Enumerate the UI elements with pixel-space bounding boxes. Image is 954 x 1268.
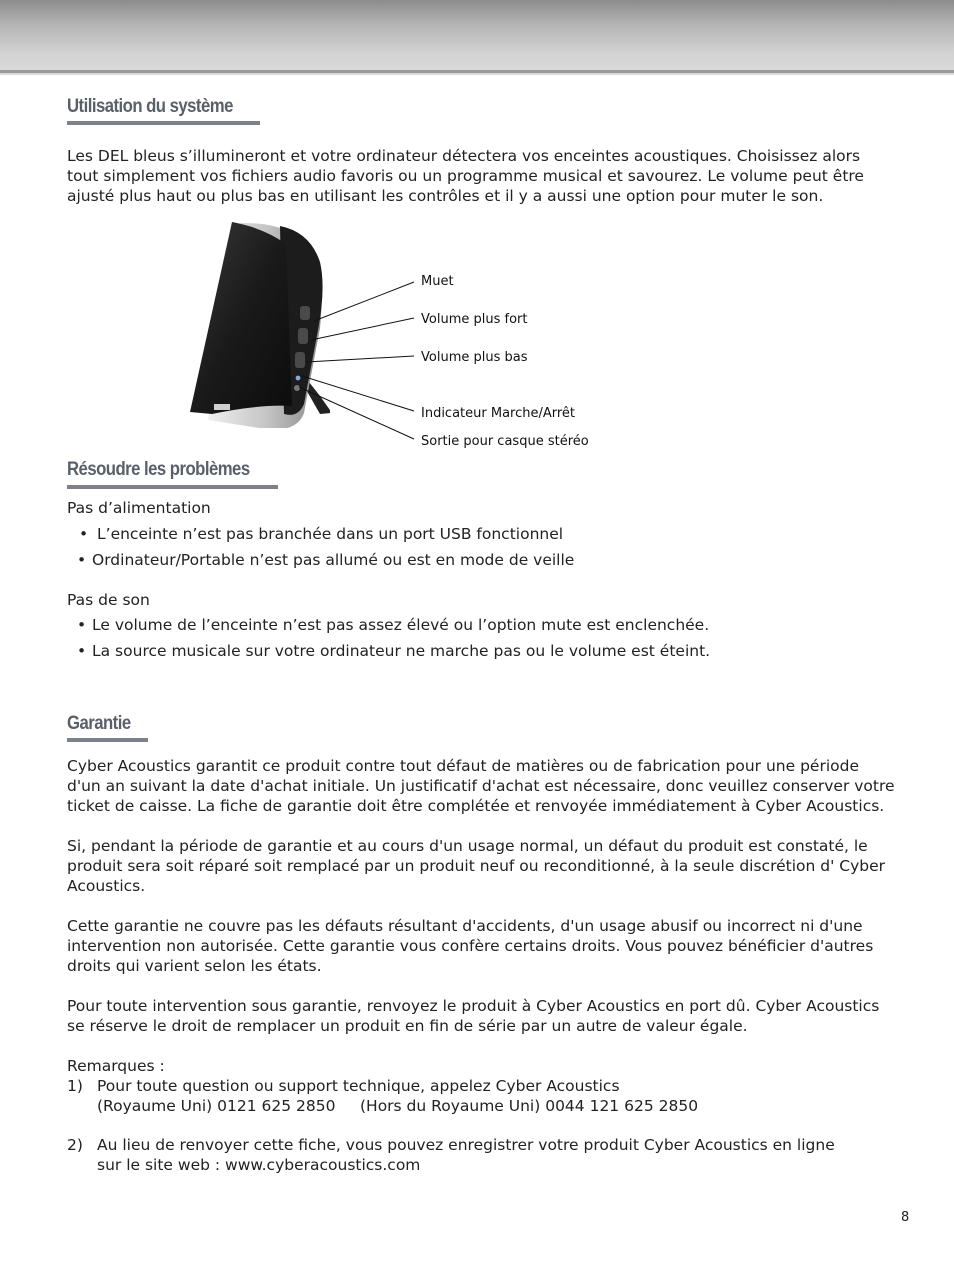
troubleshooting-heading: Résoudre les problèmes [67, 459, 250, 480]
remark-number: 1) [67, 1077, 83, 1095]
troubleshooting-heading-underline [67, 485, 278, 489]
remark-text: Pour toute question ou support technique, appelez Cyber Acoustics [97, 1077, 620, 1095]
bullet-icon: • [79, 525, 89, 543]
callout-power-indicator: Indicateur Marche/Arrêt [421, 406, 576, 421]
callout-volume-down: Volume plus bas [421, 350, 528, 365]
warranty-paragraph: Cyber Acoustics garantit ce produit contre tout défaut de matières ou de fabrication pour une période d'un an suivant la date d'achat initiale. Un justificatif d'achat est nécessaire, donc veuillez conserver votre ticket de caisse. La fiche de garantie doit être complétée et renvoyée immédiatement à Cyber Acoustics. [67, 757, 895, 815]
callout-mute: Muet [421, 274, 454, 289]
no-sound-label: Pas de son [67, 591, 150, 609]
warranty-heading-underline [67, 738, 148, 742]
no-sound-item: Le volume de l’enceinte n’est pas assez élevé ou l’option mute est enclenchée. [92, 616, 710, 634]
no-power-item: Ordinateur/Portable n’est pas allumé ou est en mode de veille [92, 551, 575, 569]
bullet-icon: • [77, 616, 87, 634]
warranty-paragraph: Si, pendant la période de garantie et au cours d'un usage normal, un défaut du produit est constaté, le produit sera soit réparé soit remplacé par un produit neuf ou reconditionné, à la seule discrétion d' Cyber Acoustics. [67, 837, 886, 895]
uk-phone-number: (Royaume Uni) 0121 625 2850 [97, 1097, 336, 1115]
remarks-label: Remarques : [67, 1057, 165, 1075]
usage-heading: Utilisation du système [67, 96, 233, 117]
remark-number: 2) [67, 1136, 83, 1154]
remark-text: Au lieu de renvoyer cette fiche, vous pouvez enregistrer votre produit Cyber Acoustics en ligne [97, 1136, 835, 1154]
international-phone-number: (Hors du Royaume Uni) 0044 121 625 2850 [360, 1097, 699, 1115]
no-power-item: L’enceinte n’est pas branchée dans un port USB fonctionnel [97, 525, 564, 543]
warranty-paragraph: Pour toute intervention sous garantie, renvoyez le produit à Cyber Acoustics en port dû. Cyber Acoustics se réserve le droit de remplacer un produit en fin de série par un autre de valeur égale. [67, 997, 880, 1035]
no-sound-item: La source musicale sur votre ordinateur ne marche pas ou le volume est éteint. [92, 642, 711, 660]
no-power-label: Pas d’alimentation [67, 499, 211, 517]
callout-headphone-output: Sortie pour casque stéréo [421, 434, 589, 449]
callout-volume-up: Volume plus fort [421, 312, 528, 327]
usage-paragraph: Les DEL bleus s’illumineront et votre ordinateur détectera vos enceintes acoustiques. Choisissez alors tout simplement vos fichiers audio favoris ou un programme musical et savourez. Le volume peut être ajusté plus haut ou plus bas en utilisant les contrôles et il y a aussi une option pour muter le son. [67, 147, 864, 205]
website-text: sur le site web : www.cyberacoustics.com [97, 1156, 421, 1174]
warranty-paragraph: Cette garantie ne couvre pas les défauts résultant d'accidents, d'un usage abusif ou incorrect ni d'une intervention non autorisée. Cette garantie vous confère certains droits. Vous pouvez bénéficier d'autres droits qui varient selon les états. [67, 917, 874, 975]
bullet-icon: • [77, 642, 87, 660]
page-number: 8 [901, 1210, 910, 1225]
bullet-icon: • [77, 551, 87, 569]
warranty-heading: Garantie [67, 713, 131, 734]
